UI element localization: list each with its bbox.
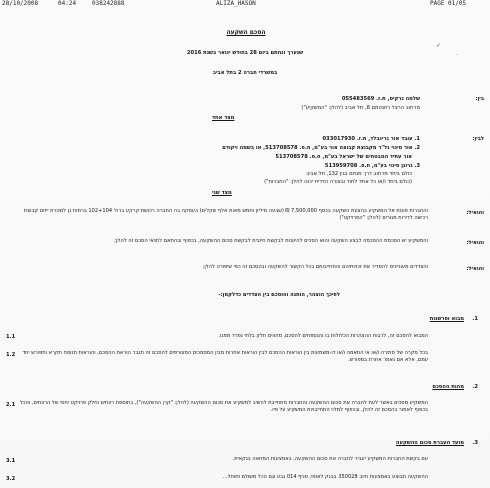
section-title: מבוא ופרשנות: [429, 316, 464, 322]
recital-label: והואיל:: [466, 240, 484, 246]
clause-number: 1.2: [6, 352, 16, 358]
clause-number: 1.1: [6, 334, 16, 340]
clause-number: 3.2: [6, 476, 16, 482]
recital-text: והצדדים מעוניינים להסדיר את זכויותיהם והתחייבותם בכל הקשור להשקעה ובהסכם זה כפי שיפורט להלן;: [202, 264, 428, 270]
scan-mark: ·: [456, 52, 458, 59]
fax-page: PAGE 01/05: [430, 0, 467, 7]
investor-address: מרחוב הרצל רוזנטמם 8, תל אביב (להלן: "המשקיע"): [301, 105, 420, 111]
party-item-2: 2. אור סינוי גל"ר מקבוצת קבוצה אור בע"מ, ח.פ. 513708578, או בשמה ויקודם: [222, 145, 420, 151]
fax-number: 038242888: [92, 0, 125, 7]
section-number: 1.: [472, 316, 478, 322]
document-title: הסכם השקעה: [226, 29, 266, 36]
and-label: לבין:: [472, 136, 484, 142]
party-item-3c: (כולם ביחד ו/או כל אחד לחוד ובצורה הדדית יכונו להלן: "החברות"): [264, 179, 412, 185]
clause-text: בכל מקרה של סתירה ו/או אי התאמה ו/או דו-משמעות בין הוראות ההסכם לבין הוראות אחרות מבין המסמכים המצורפים להסכם זה תגבר הוראת ההסכם, והוראות תנוסח תקרא ותפורש יחד עמם, אלא אם נאמר אחרת במפורש.: [22, 350, 428, 364]
title-location-line: במשרדי חברה 2 בתל אביב: [212, 70, 278, 76]
scan-mark: ✓: [436, 42, 442, 49]
between-label: בין:: [475, 96, 484, 102]
fax-sender: ALIZA_HASON: [216, 0, 256, 7]
clause-number: 3.1: [6, 458, 16, 464]
section-number: 3.: [472, 440, 478, 446]
party-two-label: מצד שני: [212, 190, 232, 196]
agreement-statement: לפיכך הוצהר, הותנה והוסכם בין הצדדים כדלקמן:-: [218, 292, 340, 298]
section-number: 2.: [472, 384, 478, 390]
party-item-3: 3. גרונן סינוי בע"מ, ח.פ. 513959708: [324, 163, 420, 169]
recital-label: והואיל:: [466, 266, 484, 272]
section-title: מהות ההסכם: [432, 384, 464, 390]
clause-text: המבוא להסכם זה, לרבות ההצהרות הכלולות בו והנספחים להסכם, מהווים חלק בלתי נפרד ממנו.: [218, 333, 428, 339]
title-date-line: שנערך ונחתם ביום 28 בחודש ינואר בשנת 2016: [186, 50, 304, 56]
recital-text: והחברות פונות אל המשקיע בהצעת השקעה בכסף 7,500,000 ₪ (שבעה מיליון וחמש מאות אלף שקלים) בעסקה בה החברה רכושת קרקע ברח' 102+104 ברמות גן למטרת ייזום קבוצת רכישה לדירות מגורים (להלן: "הפרויקט"): [23, 208, 428, 222]
party-item-3b: כולם ביחד מרחוב דרך מנחם בגין 132, תל אביב: [306, 171, 412, 177]
clause-text: ההשקעה תבוצע באמצעות חיוב 350028 בבנק לאומי, סניף 014 גבע וגם הכל משולם ותוחל...: [222, 474, 428, 480]
party-one-label: מצד אחד: [212, 115, 235, 121]
fax-header: [0, 0, 490, 9]
party-item-1: 1. עובד אור גרינבלד, ת.ז. 033017930: [322, 136, 420, 142]
clause-text: עם בקשת החברות המשקיע יעביר לחברה את סכום ההשקעה, באמצעות המחאה בנקאית.: [232, 456, 428, 462]
recital-label: והואיל:: [466, 210, 484, 216]
recital-text: והמשקיע יש הסכמת ההסכמה לבצע השקעה והוא הסכים להיענות לבקשת חיובית לבקשת סכום ההשקעה, בכפוף ובהתאם לתנאי הסכם זה להלן;: [114, 238, 428, 244]
clause-number: 2.1: [6, 402, 16, 408]
party-item-2b: אור עתיד המבטחים של ישראל בע"מ, ח.פ. 513708578: [275, 154, 412, 160]
fax-date: 28/10/2008: [2, 0, 39, 7]
investor-name: שלמה נרקיס, ת.ז. 055483569: [341, 96, 420, 102]
clause-text: המשקיע מסכים באשר לעת לחברה את סכום ההשקעה והחברות מתחייבת להשיב למשקיע את סכום ההשקעה (להלן: "קרן ההשקעה"), בתוספת רווחים וחלק פרויקט יחסי של הרווחים, והכל בכפוף לאמור בהסכם זה להלן, ובכפוף למלוי התחייבויות המשקיע על פיו.: [19, 400, 428, 414]
section-title: מועד העברת סכום ההשקעה: [395, 440, 464, 446]
fax-time: 04:24: [58, 0, 77, 7]
